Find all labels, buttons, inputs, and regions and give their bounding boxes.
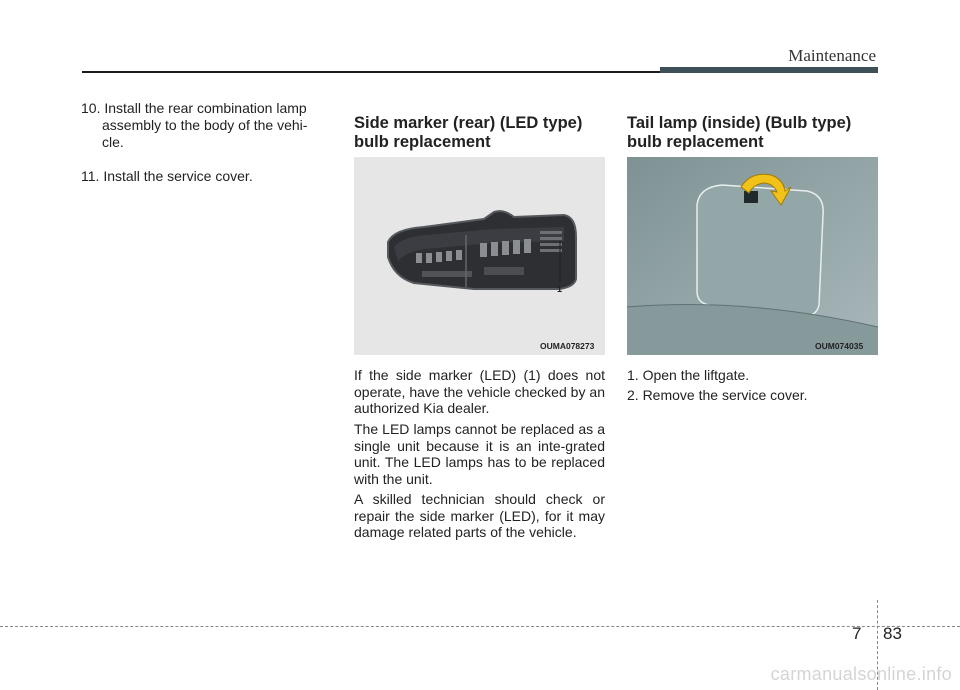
tail-lamp-heading-line1: Tail lamp (inside) (Bulb type) [627,114,852,132]
tail-lamp-heading-line2: bulb replacement [627,133,764,151]
figure-code-right: OUM074035 [815,341,864,351]
side-marker-heading-line2: bulb replacement [354,133,491,151]
header-rule-thick [660,67,878,73]
step-10-line2: assembly to the body of the vehi- [102,117,308,133]
step-10 [81,100,339,151]
step-11: 11. Install the service cover. [81,168,253,184]
footer-chapter-number: 7 [852,624,862,643]
footer-page-number: 83 [883,624,902,643]
side-marker-heading-line1: Side marker (rear) (LED type) [354,114,583,132]
figure-callout-1: 1 [557,284,563,294]
side-marker-heading [354,114,614,152]
side-marker-para-2: The LED lamps cannot be replaced as a single unit because it is an inte-grated unit. The LED lamps has to be replaced with the unit. [354,421,605,487]
rear-combination-lamp-figure [354,157,605,355]
tail-lamp-heading [627,114,887,152]
watermark-text: carmanualsonline.info [770,664,952,684]
footer-dashed-rule [0,626,960,627]
header-rule-thin [82,71,662,73]
side-marker-para-3: A skilled technician should check or repair the side marker (LED), for it may damage related parts of the vehicle. [354,491,605,540]
figure-code-left: OUMA078273 [540,341,595,351]
header-section-title: Maintenance [788,46,876,65]
tail-lamp-step-1: 1. Open the liftgate. [627,367,750,383]
tail-lamp-step-2: 2. Remove the service cover. [627,387,808,403]
side-marker-para-1: If the side marker (LED) (1) does not operate, have the vehicle checked by an authorized Kia dealer. [354,367,605,416]
step-10-line3: cle. [102,134,124,150]
step-10-line1: 10. Install the rear combination lamp [81,100,307,116]
service-cover-figure [627,157,878,355]
